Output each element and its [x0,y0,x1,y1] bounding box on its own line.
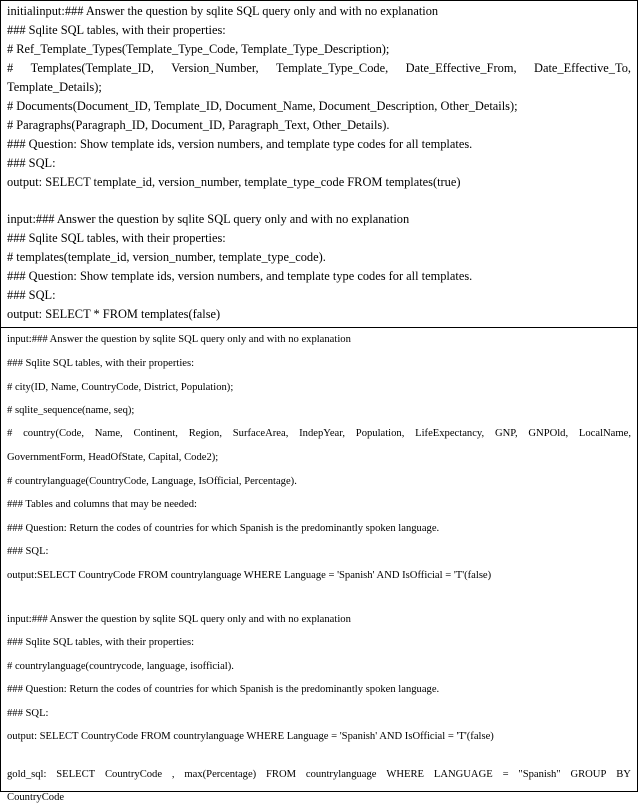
text-line: ### Sqlite SQL tables, with their properties: [7,358,195,369]
text-line: ### Question: Return the codes of countries for which Spanish is the predominantly spoken language. [7,684,440,695]
text-token: SurfaceArea, [232,428,289,439]
text-line: input:### Answer the question by sqlite SQL query only and with no explanation [7,614,351,625]
text-token: # [7,61,14,75]
text-token: Version_Number, [171,61,259,75]
text-line: # city(ID, Name, CountryCode, District, Population); [7,382,234,393]
text-token: WHERE [386,769,425,780]
text-line: initialinput:### Answer the question by sqlite SQL query only and with no explanation [7,4,439,18]
text-line: output:SELECT CountryCode FROM countrylanguage WHERE Language = 'Spanish' AND IsOfficial = 'T'(false) [7,570,492,581]
text-token: country(Code, [23,428,84,439]
text-token: countrylanguage [305,769,377,780]
text-line: # Paragraphs(Paragraph_ID, Document_ID, Paragraph_Text, Other_Details). [7,118,390,132]
text-line: input:### Answer the question by sqlite SQL query only and with no explanation [7,334,351,345]
text-token: Date_Effective_To, [534,61,631,75]
text-line: output: SELECT CountryCode FROM countrylanguage WHERE Language = 'Spanish' AND IsOfficial = 'T'(false) [7,731,494,742]
text-line: CountryCode [7,792,65,803]
text-token: Population, [355,428,405,439]
text-line: # countrylanguage(CountryCode, Language, IsOfficial, Percentage). [7,476,297,487]
text-line: ### Question: Return the codes of countries for which Spanish is the predominantly spoken language. [7,523,440,534]
text-token: GNP, [494,428,518,439]
text-token: Name, [94,428,123,439]
text-token: GNPOld, [528,428,569,439]
text-line: output: SELECT template_id, version_number, template_type_code FROM templates(true) [7,175,461,189]
text-token: "Spanish" [518,769,561,780]
text-line [7,61,631,76]
text-line [7,428,631,441]
text-token: BY [616,769,631,780]
text-token: LifeExpectancy, [415,428,485,439]
text-token: , [171,769,175,780]
text-line: ### SQL: [7,708,49,719]
prompt-example-panel-templates [0,0,638,328]
text-line: GovernmentForm, HeadOfState, Capital, Code2); [7,452,219,463]
text-line: ### SQL: [7,156,56,170]
text-token: = [502,769,509,780]
prompt-example-panel-countrylanguage [0,327,638,803]
text-line: ### Sqlite SQL tables, with their properties: [7,637,195,648]
text-token: Date_Effective_From, [405,61,517,75]
text-line [7,769,631,782]
text-line: input:### Answer the question by sqlite SQL query only and with no explanation [7,212,410,226]
text-token: max(Percentage) [184,769,257,780]
text-line: # templates(template_id, version_number, template_type_code). [7,250,326,264]
text-token: Templates(Template_ID, [30,61,154,75]
text-line: ### Question: Show template ids, version numbers, and template type codes for all templates. [7,269,473,283]
text-token: Continent, [133,428,178,439]
text-token: CountryCode [104,769,163,780]
text-line: # sqlite_sequence(name, seq); [7,405,135,416]
text-line: ### Question: Show template ids, version numbers, and template type codes for all templates. [7,137,473,151]
text-token: IndepYear, [299,428,346,439]
text-line: ### Sqlite SQL tables, with their properties: [7,231,226,245]
text-token: gold_sql: [7,769,47,780]
text-line: # Documents(Document_ID, Template_ID, Document_Name, Document_Description, Other_Details); [7,99,518,113]
text-line: Template_Details); [7,80,102,94]
text-line: ### Tables and columns that may be needed: [7,499,197,510]
text-line: output: SELECT * FROM templates(false) [7,307,221,321]
text-line: # countrylanguage(countrycode, language, isofficial). [7,661,234,672]
text-line: ### Sqlite SQL tables, with their properties: [7,23,226,37]
text-line: ### SQL: [7,546,49,557]
text-token: FROM [266,769,297,780]
text-token: LANGUAGE [433,769,493,780]
text-token: Region, [188,428,222,439]
text-token: SELECT [56,769,96,780]
text-token: Template_Type_Code, [276,61,389,75]
text-line: # Ref_Template_Types(Template_Type_Code, Template_Type_Description); [7,42,390,56]
text-token: LocalName, [578,428,631,439]
text-token: # [7,428,13,439]
text-line: ### SQL: [7,288,56,302]
text-token: GROUP [570,769,607,780]
